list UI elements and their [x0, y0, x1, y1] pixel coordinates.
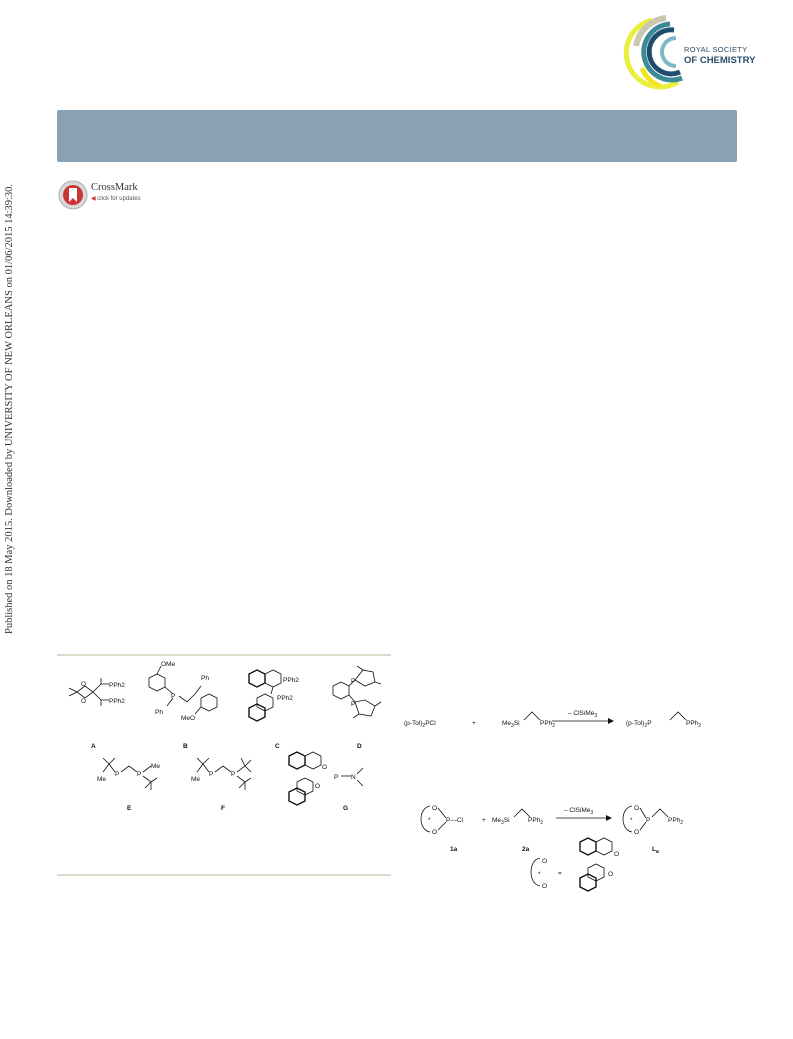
scheme-2 [410, 796, 720, 900]
scheme2-pph2: PPh$_2$ [528, 817, 544, 826]
ligand-f-me: Me [191, 776, 201, 783]
scheme-1 [400, 700, 730, 750]
crossmark-icon [58, 180, 88, 210]
ligand-b-ome: OMe [161, 661, 176, 668]
ligand-c-structure [249, 670, 299, 721]
ligand-e-p2: P [137, 771, 142, 778]
ligand-d-p1: P [351, 678, 356, 685]
scheme2-star-1: * [428, 817, 431, 824]
scheme2-label-2a: 2a [522, 846, 530, 853]
ligand-g-o2: O [315, 783, 321, 790]
ligand-a-structure [69, 678, 125, 706]
scheme2-plus: + [482, 817, 486, 824]
ligand-c-pph2-bottom: PPh2 [277, 695, 293, 702]
header-banner [57, 110, 737, 162]
ligand-label-c: C [275, 743, 280, 750]
scheme2-o-2b: O [634, 829, 640, 836]
download-notice: Published on 18 May 2015. Downloaded by UNIVERSITY OF NEW ORLEANS on 01/06/2015 14:39:30. [4, 183, 15, 634]
scheme2-binol [580, 838, 612, 891]
scheme1-arrow-head [608, 718, 614, 724]
ligand-a-o1: O [81, 681, 87, 688]
scheme2-o-1a: O [432, 805, 438, 812]
scheme2-star-2: * [630, 817, 633, 824]
scheme2-label-1a: 1a [450, 846, 458, 853]
ligand-a-pph2-bottom: PPh2 [109, 698, 125, 705]
scheme2-product-pph2: PPh$_2$ [668, 817, 684, 826]
ligand-e-me2: Me [151, 763, 161, 770]
scheme1-plus: + [472, 720, 476, 727]
figure-bottom-rule [57, 874, 391, 876]
scheme2-label-la: $L_a$ [652, 846, 659, 855]
rsc-logo-mark [630, 16, 742, 92]
ligand-figure [57, 656, 391, 874]
scheme2-o-1b: O [432, 829, 438, 836]
ligand-g-o1: O [322, 764, 328, 771]
ligand-a-o2: O [81, 698, 87, 705]
ligand-b-p: P [171, 693, 176, 700]
crossmark-badge[interactable] [58, 180, 148, 210]
ligand-label-a: A [91, 743, 96, 750]
scheme2-o-def2: O [542, 883, 548, 890]
crossmark-label: CrossMark [91, 182, 138, 193]
scheme2-star-def: * [538, 871, 541, 878]
scheme2-binol-o1: O [614, 851, 620, 858]
ligand-label-b: B [183, 743, 188, 750]
scheme1-reactant1: $(p-Tol)_2PCl$ [404, 720, 436, 729]
ligand-d-p2: P [351, 701, 356, 708]
ligand-a-pph2-top: PPh2 [109, 682, 125, 689]
ligand-c-pph2-top: PPh2 [283, 677, 299, 684]
ligand-label-g: G [343, 805, 349, 812]
ligand-e-me1: Me [97, 776, 107, 783]
ligand-label-d: D [357, 743, 362, 750]
scheme2-me3si: $Me_3Si$ [492, 817, 510, 826]
ligand-e-p1: P [115, 771, 120, 778]
ligand-f-p2: P [231, 771, 236, 778]
scheme1-reactant2-si: $Me_3Si$ [502, 720, 520, 729]
scheme2-product-p: P [646, 817, 651, 824]
publisher-line2: OF CHEMISTRY [684, 55, 756, 66]
ligand-b-meo: MeO [181, 715, 196, 722]
crossmark-sub-text: click for updates [97, 196, 141, 202]
ligand-g-structure [289, 752, 363, 805]
rsc-logo[interactable] [630, 16, 756, 92]
ligand-label-e: E [127, 805, 132, 812]
ligand-b-ph2: Ph [201, 675, 209, 682]
scheme1-arrow-label: – ClSiMe$_3$ [568, 710, 598, 719]
ligand-label-f: F [221, 805, 225, 812]
scheme2-o-def1: O [542, 858, 548, 865]
scheme1-product-head: $(p-Tol)_2P$ [626, 720, 652, 729]
arrow-left-icon: ◀ [91, 196, 96, 202]
ligand-b-structure [149, 661, 217, 722]
ligand-f-p1: P [209, 771, 214, 778]
ligand-e-structure [97, 758, 160, 790]
scheme2-binol-o2: O [608, 871, 614, 878]
scheme1-reactant2-p: PPh$_2$ [540, 720, 556, 729]
ligand-f-structure [191, 758, 251, 790]
publisher-line1: ROYAL SOCIETY [684, 45, 748, 54]
ligand-d-structure [333, 666, 381, 718]
scheme2-pcl: P—Cl [446, 817, 463, 824]
ligand-b-ph1: Ph [155, 709, 163, 716]
scheme2-arrow-head [606, 815, 612, 821]
scheme2-arrow-label: – ClSiMe$_3$ [564, 807, 594, 816]
scheme1-product-p: PPh$_2$ [686, 720, 702, 729]
scheme2-o-2a: O [634, 805, 640, 812]
ligand-g-n: N [351, 774, 356, 781]
scheme2-equals: = [558, 870, 562, 877]
crossmark-sublabel [91, 195, 141, 202]
ligand-g-p: P [334, 774, 339, 781]
